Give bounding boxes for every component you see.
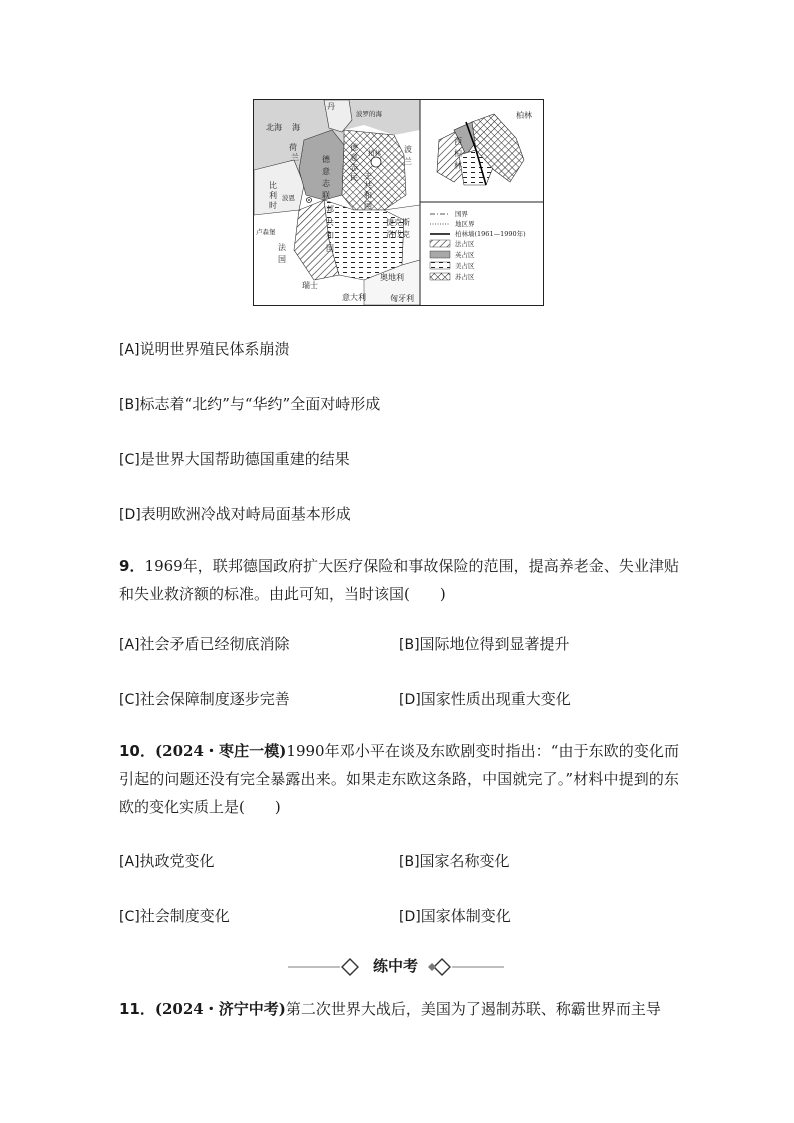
option-letter: [C] [119, 692, 140, 708]
bonn-label: 波恩 [282, 194, 295, 202]
question-11 [119, 995, 679, 1023]
benelux-area [254, 160, 304, 215]
frg-label-5: 邦 [326, 205, 334, 214]
poland-label-2: 兰 [404, 157, 412, 166]
belgium-label-1: 比 [269, 181, 277, 190]
question-stem: 1990年邓小平在谈及东欧剧变时指出：“由于东欧的变化而引起的问题还没有完全暴露出来。如果走东欧这条路，中国就完了。”材料中提到的东欧的变化实质上是( ) [119, 742, 680, 816]
gdr-label-5: 主 [364, 171, 372, 180]
q9-option-a[interactable] [119, 634, 290, 655]
option-letter: [B] [119, 397, 140, 413]
option-letter: [A] [119, 637, 140, 653]
map-legend [430, 209, 526, 281]
berlin-main-label: 柏林 [368, 149, 381, 157]
option-text: 社会保障制度逐步完善 [139, 690, 290, 708]
hungary-label: 匈牙利 [390, 294, 414, 303]
occupation-map-figure [253, 99, 544, 306]
option-letter: [C] [119, 909, 140, 925]
option-text: 社会制度变化 [139, 907, 230, 925]
legend-french-zone: 法占区 [455, 240, 475, 248]
option-letter: [D] [119, 507, 141, 523]
option-text: 说明世界殖民体系崩溃 [139, 340, 290, 358]
poland-label-1: 波 [404, 145, 412, 154]
frg-label-7: 和 [326, 231, 334, 240]
gdr-label-2: 意 [350, 153, 358, 162]
left-diamond-icon [342, 959, 358, 975]
france-label-2: 国 [278, 255, 286, 264]
option-text: 是世界大国帮助德国重建的结果 [139, 450, 350, 468]
q9-option-d[interactable] [399, 689, 571, 710]
gdr-label-6: 共 [364, 181, 372, 190]
question-number: 9． [119, 557, 145, 575]
q9-option-b[interactable] [399, 634, 570, 655]
germany-occupation-map [254, 100, 543, 305]
frg-label-1: 德 [322, 155, 330, 164]
gdr-label-4: 民 [350, 173, 358, 182]
gdr-label-3: 志 [350, 163, 358, 172]
frg-label-8: 国 [326, 244, 334, 253]
legend-national-border: 国界 [455, 210, 468, 218]
option-text: 国家名称变化 [419, 852, 510, 870]
frg-label-2: 意 [322, 167, 330, 176]
question-9 [119, 552, 679, 608]
option-text: 社会矛盾已经彻底消除 [139, 635, 290, 653]
luxembourg-label: 卢森堡 [256, 228, 276, 236]
question-stem: 第二次世界大战后，美国为了遏制苏联、称霸世界而主导 [285, 1000, 661, 1018]
berlin-inset [437, 110, 532, 185]
belgium-label-2: 利 [269, 191, 277, 200]
q8-option-a[interactable] [119, 339, 290, 360]
option-letter: [A] [119, 342, 140, 358]
france-label-1: 法 [278, 243, 286, 252]
option-letter: [B] [399, 637, 420, 653]
czech-label-1: 捷克斯 [386, 218, 410, 227]
denmark-label: 丹 [327, 102, 335, 111]
inset-west-label-3: 林 [454, 161, 462, 170]
q10-option-b[interactable] [399, 851, 510, 872]
option-text: 国家体制变化 [420, 907, 511, 925]
netherlands-label-1: 荷 [289, 143, 297, 152]
question-number: 11． [119, 1000, 155, 1018]
q9-option-c[interactable] [119, 689, 290, 710]
gdr-label-7: 和 [364, 191, 372, 200]
legend-regional-border: 地区界 [455, 220, 475, 228]
czech-label-2: 洛伐克 [386, 230, 410, 239]
section-title: 练中考 [373, 957, 419, 975]
north-sea-label: 北海 [266, 123, 282, 132]
small-diamond-icon [428, 963, 436, 971]
q10-option-a[interactable] [119, 851, 215, 872]
austria-label: 奥地利 [380, 273, 404, 282]
option-text: 标志着“北约”与“华约”全面对峙形成 [139, 395, 381, 413]
option-letter: [D] [399, 909, 421, 925]
switzerland-label: 瑞士 [302, 281, 318, 290]
q10-option-d[interactable] [399, 906, 511, 927]
question-10 [119, 737, 679, 821]
belgium-label-3: 时 [269, 201, 277, 210]
option-text: 国际地位得到显著提升 [419, 635, 570, 653]
right-diamond-icon [434, 959, 450, 975]
option-text: 表明欧洲冷战对峙局面基本形成 [140, 505, 351, 523]
option-text: 国家性质出现重大变化 [420, 690, 571, 708]
legend-american-zone: 美占区 [455, 262, 475, 270]
inset-title: 柏林 [516, 111, 532, 120]
frg-label-6: 共 [326, 218, 334, 227]
frg-label-4: 联 [322, 191, 330, 200]
berlin-marker [371, 157, 381, 167]
gdr-label-1: 德 [350, 143, 358, 152]
option-letter: [C] [119, 452, 140, 468]
q8-option-b[interactable] [119, 394, 380, 415]
q8-option-d[interactable] [119, 504, 351, 525]
question-stem: 1969年，联邦德国政府扩大医疗保险和事故保险的范围，提高养老金、失业津贴和失业救济额的标准。由此可知，当时该国( ) [119, 557, 680, 603]
british-zone [299, 130, 344, 200]
gdr-label-8: 国 [364, 201, 372, 210]
option-letter: [B] [399, 854, 420, 870]
inset-west-label-2: 柏 [454, 149, 462, 158]
option-letter: [A] [119, 854, 140, 870]
frg-label-3: 志 [322, 179, 330, 188]
option-text: 执政党变化 [139, 852, 215, 870]
sea-char-label: 海 [292, 123, 300, 132]
q8-option-c[interactable] [119, 449, 350, 470]
legend-berlin-wall: 柏林墙(1961—1990年) [455, 230, 526, 238]
baltic-label: 波罗的海 [356, 110, 382, 118]
question-number: 10． [119, 742, 156, 760]
legend-british-zone: 英占区 [455, 251, 475, 259]
option-letter: [D] [399, 692, 421, 708]
netherlands-label-2: 兰 [291, 153, 299, 162]
question-source: (2024・枣庄一模) [155, 742, 287, 760]
q10-option-c[interactable] [119, 906, 230, 927]
question-source: (2024・济宁中考) [154, 1000, 286, 1018]
legend-soviet-zone: 苏占区 [455, 273, 475, 281]
inset-west-label-1: 西 [454, 137, 462, 146]
italy-label: 意大利 [342, 293, 366, 302]
